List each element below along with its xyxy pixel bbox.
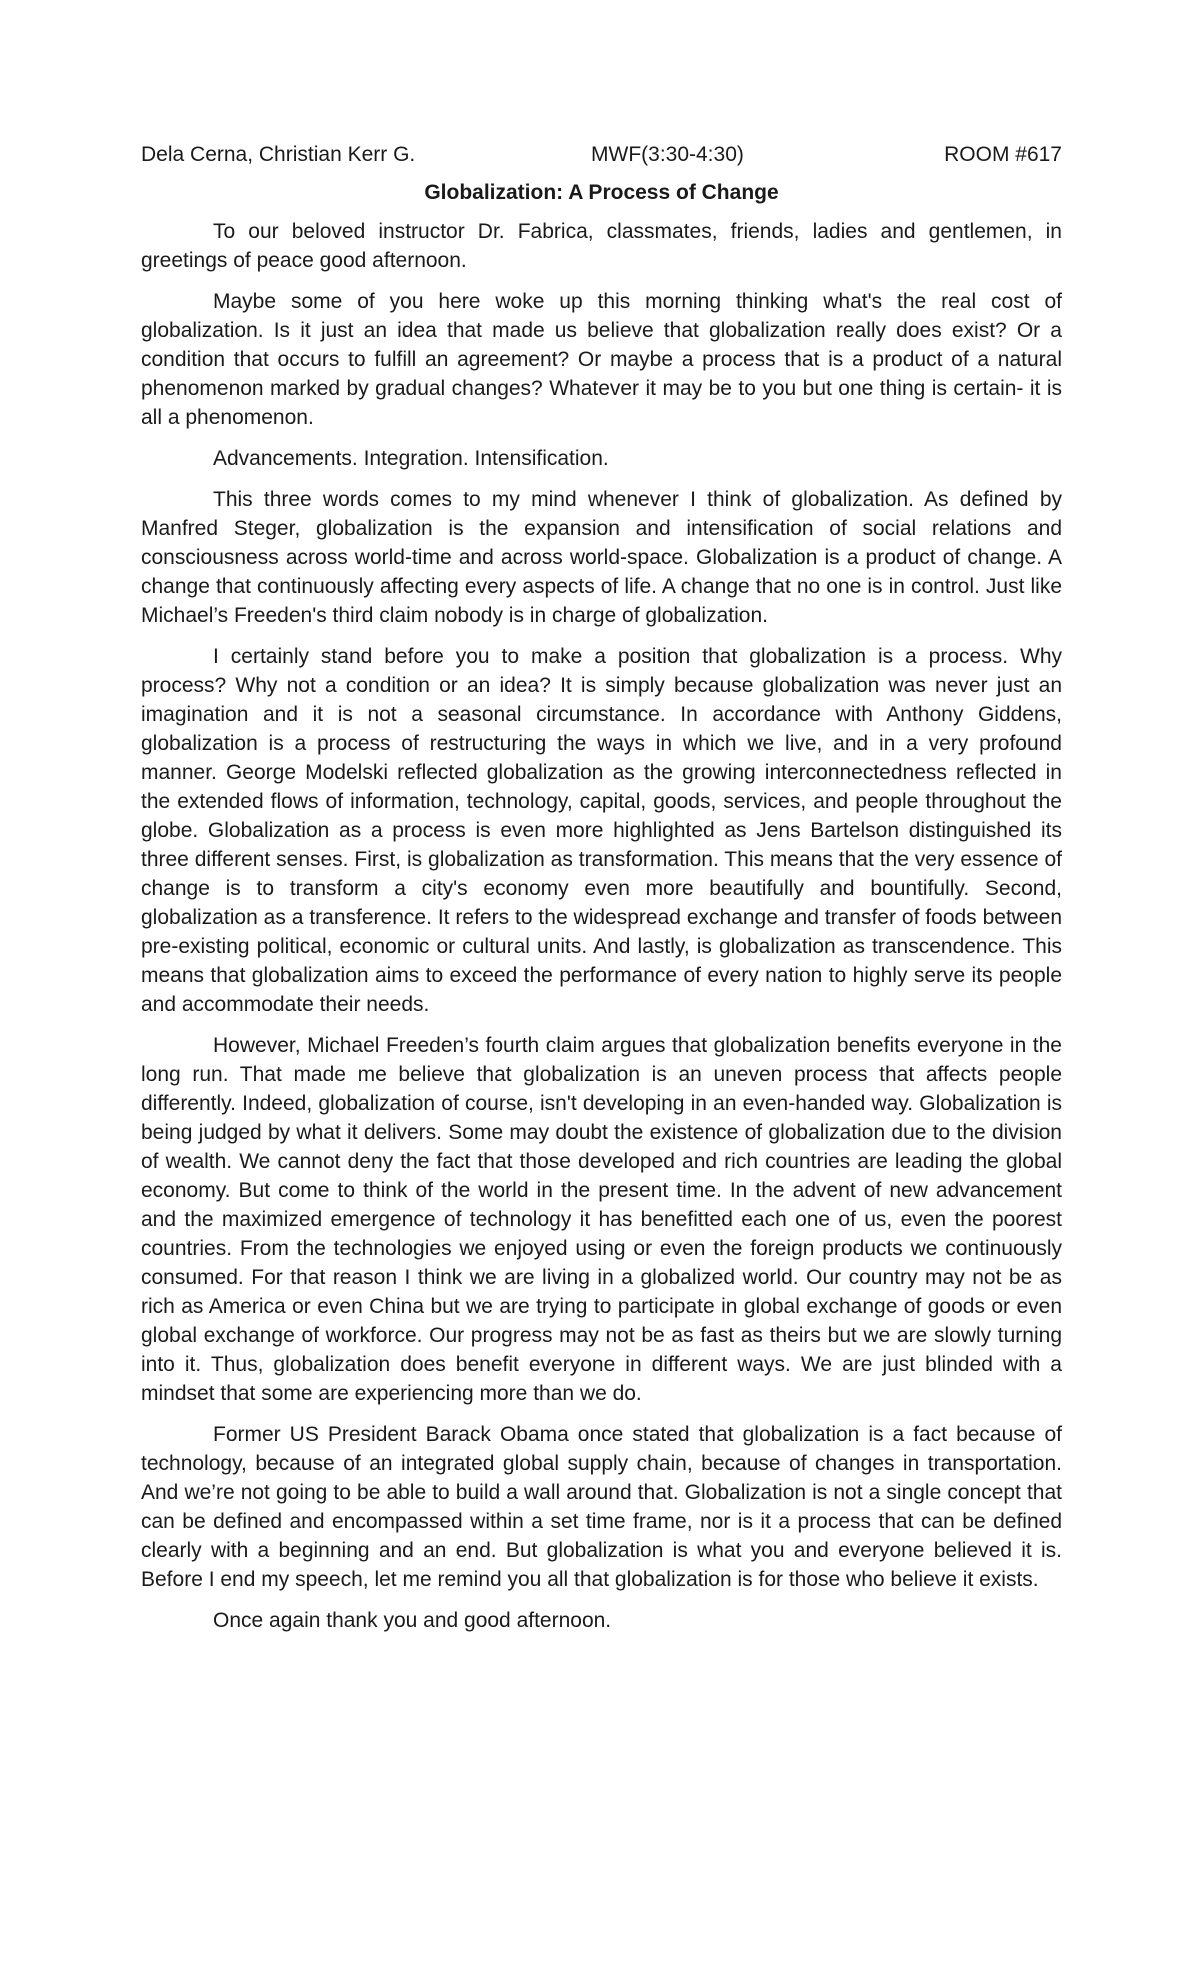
paragraph-counterclaim: However, Michael Freeden’s fourth claim argues that globalization benefits everyone in the long run. That made me believe that globalization is an uneven process that affects people differently. Indeed, globalization of course, isn't developing in an even-handed way. Globalization is being judged by what it delivers. Some may doubt the existence of globalization due to the division of wealth. We cannot deny the fact that those developed and rich countries are leading the global economy. But come to think of the world in the present time. In the advent of new advancement and the maximized emergence of technology it has benefitted each one of us, even the poorest countries. From the technologies we enjoyed using or even the foreign products we continuously consumed. For that reason I think we are living in a globalized world. Our country may not be as rich as America or even China but we are trying to participate in global exchange of goods or even global exchange of workforce. Our progress may not be as fast as theirs but we are slowly turning into it. Thus, globalization does benefit everyone in different ways. We are just blinded with a mindset that some are experiencing more than we do. bbox=[141, 1034, 1062, 1405]
paragraph-greeting: To our beloved instructor Dr. Fabrica, classmates, friends, ladies and gentlemen, in greetings of peace good afternoon. bbox=[141, 220, 1062, 272]
paragraph-conclusion: Former US President Barack Obama once stated that globalization is a fact because of technology, because of an integrated global supply chain, because of changes in transportation. And we’re not going to be able to build a wall around that. Globalization is not a single concept that can be defined and encompassed within a set time frame, nor is it a process that can be defined clearly with a beginning and an end. But globalization is what you and everyone believed it is. Before I end my speech, let me remind you all that globalization is for those who believe it exists. bbox=[141, 1423, 1062, 1591]
document-header bbox=[141, 140, 1062, 172]
paragraph-position: I certainly stand before you to make a position that globalization is a process. Why process? Why not a condition or an idea? It is simply because globalization was never just an imagination and it is not a seasonal circumstance. In accordance with Anthony Giddens, globalization is a process of restructuring the ways in which we live, and in a very profound manner. George Modelski reflected globalization as the growing interconnectedness reflected in the extended flows of information, technology, capital, goods, services, and people throughout the globe. Globalization as a process is even more highlighted as Jens Bartelson distinguished its three different senses. First, is globalization as transformation. This means that the very essence of change is to transform a city's economy even more beautifully and bountifully. Second, globalization as a transference. It refers to the widespread exchange and transfer of foods between pre-existing political, economic or cultural units. And lastly, is globalization as transcendence. This means that globalization aims to exceed the performance of every nation to highly serve its people and accommodate their needs. bbox=[141, 645, 1062, 1016]
paragraph-definition: This three words comes to my mind whenever I think of globalization. As defined by Manfred Steger, globalization is the expansion and intensification of social relations and consciousness across world-time and across world-space. Globalization is a product of change. A change that continuously affecting every aspects of life. A change that no one is in control. Just like Michael’s Freeden's third claim nobody is in charge of globalization. bbox=[141, 488, 1062, 627]
author-name: Dela Cerna, Christian Kerr G. bbox=[141, 143, 416, 166]
paragraph-keywords: Advancements. Integration. Intensification. bbox=[213, 447, 609, 470]
paragraph-intro: Maybe some of you here woke up this morning thinking what's the real cost of globalization. Is it just an idea that made us believe that globalization really does exist? Or a condition that occurs to fulfill an agreement? Or maybe a process that is a product of a natural phenomenon marked by gradual changes? Whatever it may be to you but one thing is certain- it is all a phenomenon. bbox=[141, 290, 1062, 429]
class-schedule: MWF(3:30-4:30) bbox=[591, 143, 744, 166]
room-number: ROOM #617 bbox=[944, 143, 1062, 166]
document-title: Globalization: A Process of Change bbox=[424, 181, 779, 204]
paragraph-closing: Once again thank you and good afternoon. bbox=[213, 1609, 612, 1632]
document-body bbox=[141, 140, 1062, 1647]
